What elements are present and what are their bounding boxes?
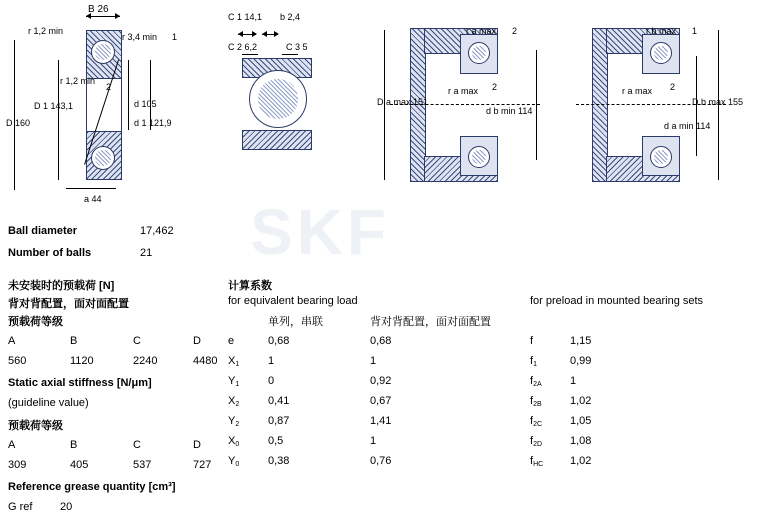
factor-sym: X <box>228 395 236 407</box>
stiffness-class-heading: 预载荷等级 <box>8 420 63 432</box>
factors-col2-heading: 背对背配置，面对面配置 <box>370 316 491 328</box>
label-C3: C 3 5 <box>286 42 308 52</box>
factor-sym: Y <box>228 415 236 427</box>
label-Dbmax: D b max 155 <box>692 97 744 107</box>
number-of-balls-value: 21 <box>140 247 153 259</box>
stiffness-value-A: 309 <box>8 459 27 471</box>
dim-C3-line <box>282 54 298 55</box>
factor-sub: 1 <box>235 361 240 368</box>
stiffness-class-D: D <box>193 439 201 451</box>
grease-value: 20 <box>60 501 73 513</box>
label-a: a 44 <box>84 194 102 204</box>
diagram-center-section <box>222 0 352 205</box>
preload-value-A: 560 <box>8 355 27 367</box>
label-damin: d a min 114 <box>664 121 711 131</box>
ball-center <box>249 70 307 128</box>
factor-row-2-c2: 0,92 <box>370 375 392 387</box>
number-of-balls-label: Number of balls <box>8 247 92 259</box>
preload-heading: 未安装时的预载荷 [N] <box>8 280 115 292</box>
preload-class-A: A <box>8 335 16 347</box>
preload-set-sym: f <box>530 355 534 367</box>
factor-sub: 1 <box>235 381 240 388</box>
factor-row-4-c2: 1,41 <box>370 415 392 427</box>
preload-set-row-2-sym <box>530 375 542 388</box>
ball-bottom-1 <box>468 146 490 168</box>
preload-set-sym: f <box>530 435 534 447</box>
factor-row-6-c2: 0,76 <box>370 455 392 467</box>
label-B: B 26 <box>88 4 109 15</box>
factors-col1-heading: 单列，串联 <box>268 316 323 328</box>
stiffness-class-A: A <box>8 439 16 451</box>
preload-set-sub: HC <box>533 461 544 468</box>
preload-set-row-2-value: 1 <box>570 375 577 387</box>
factor-sub: 0 <box>235 461 240 468</box>
label-ramax-2-value: 2 <box>492 82 498 92</box>
preload-set-row-1-value: 0,99 <box>570 355 592 367</box>
preload-value-C: 2240 <box>133 355 158 367</box>
label-dbmin: d b min 114 <box>486 106 533 116</box>
factor-row-1-c1: 1 <box>268 355 275 367</box>
dim-D1-line <box>58 60 59 180</box>
factors-subheading: for equivalent bearing load <box>228 295 358 307</box>
label-r34min-value: 1 <box>172 32 178 42</box>
preload-set-sub: 1 <box>533 361 537 368</box>
factor-row-6-c1: 0,38 <box>268 455 290 467</box>
dim-dbmin-line <box>536 50 537 160</box>
stiffness-value-D: 727 <box>193 459 212 471</box>
factor-sub: 0 <box>235 441 240 448</box>
label-Damax: D a max 151 <box>377 97 429 107</box>
label-d: d 105 <box>134 99 157 109</box>
preload-value-B: 1120 <box>70 355 94 367</box>
diagram-right-section-2 <box>570 0 766 205</box>
label-ramax-1-value: 2 <box>512 26 518 36</box>
label-ramax-3-value: 2 <box>670 82 676 92</box>
factor-sym: X <box>228 355 236 367</box>
preload-set-sym: f <box>530 335 534 347</box>
label-ramax-2: r a max <box>448 86 479 96</box>
diagram-right-section-1 <box>370 0 560 205</box>
preload-class-D: D <box>193 335 201 347</box>
factor-row-2-c1: 0 <box>268 375 275 387</box>
preload-set-row-5-value: 1,08 <box>570 435 592 447</box>
preload-set-row-1-sym <box>530 355 537 368</box>
preload-set-sub: 2A <box>533 381 542 388</box>
preload-set-row-4-value: 1,05 <box>570 415 592 427</box>
stiffness-class-C: C <box>133 439 141 451</box>
label-d1: d 1 121,9 <box>134 118 172 128</box>
ball-diameter-value: 17,462 <box>140 225 174 237</box>
label-rbmax: r b max <box>646 26 677 36</box>
factor-row-0-sym <box>228 335 234 348</box>
preload-set-row-6-sym <box>530 455 543 468</box>
preload-set-sub: 2C <box>533 421 543 428</box>
preload-set-sym: f <box>530 415 534 427</box>
factor-row-0-c2: 0,68 <box>370 335 392 347</box>
dim-b-arrow-r <box>274 31 279 37</box>
diagram-area <box>0 0 766 205</box>
label-C1: C 1 14,1 <box>228 12 263 22</box>
factor-row-5-sym <box>228 435 239 448</box>
preload-set-sub: 2B <box>533 401 542 408</box>
factors-heading: 计算系数 <box>228 280 272 292</box>
factor-row-3-c1: 0,41 <box>268 395 290 407</box>
label-rbmax-value: 1 <box>692 26 698 36</box>
preload-class-heading: 预载荷等级 <box>8 316 63 328</box>
ball-diameter-label: Ball diameter <box>8 225 78 237</box>
factor-sub: 2 <box>235 401 240 408</box>
preload-class-B: B <box>70 335 78 347</box>
factor-row-0-c1: 0,68 <box>268 335 290 347</box>
factor-row-2-sym <box>228 375 239 388</box>
preload-set-row-0-sym <box>530 335 533 348</box>
preload-set-sym: f <box>530 395 534 407</box>
ball-top-2 <box>650 42 672 64</box>
label-r12min-top: r 1,2 min <box>28 26 64 36</box>
preload-value-D: 4480 <box>193 355 218 367</box>
label-r34min: r 3,4 min <box>122 32 158 42</box>
stiffness-value-B: 405 <box>70 459 89 471</box>
label-D: D 160 <box>6 118 31 128</box>
preload-set-sym: f <box>530 375 534 387</box>
factor-sym: X <box>228 435 236 447</box>
chamfer-block-bottom <box>242 130 312 150</box>
factor-sym: Y <box>228 375 236 387</box>
preload-set-sym: f <box>530 455 534 467</box>
factor-row-4-c1: 0,87 <box>268 415 290 427</box>
stiffness-heading: Static axial stiffness [N/μm] <box>8 377 152 389</box>
dim-C1-arrow-l <box>238 31 243 37</box>
factor-row-5-c2: 1 <box>370 435 377 447</box>
label-r12min-value: 2 <box>106 82 112 92</box>
preload-set-sub: 2D <box>533 441 543 448</box>
preload-set-row-3-sym <box>530 395 542 408</box>
preload-arrangement: 背对背配置，面对面配置 <box>8 298 129 310</box>
ball-bottom-2 <box>650 146 672 168</box>
factor-row-3-c2: 0,67 <box>370 395 392 407</box>
preload-set-row-6-value: 1,02 <box>570 455 592 467</box>
dim-D-line <box>14 40 15 190</box>
label-C2: C 2 6,2 <box>228 42 258 52</box>
label-ramax-1: r a max <box>466 26 497 36</box>
dim-d-line <box>128 60 129 130</box>
dim-a-line <box>66 188 116 189</box>
grease-heading: Reference grease quantity [cm³] <box>8 481 176 493</box>
factor-row-5-c1: 0,5 <box>268 435 284 447</box>
stiffness-class-B: B <box>70 439 78 451</box>
preload-class-C: C <box>133 335 141 347</box>
dim-b-arrow-l <box>262 31 267 37</box>
preload-sets-heading: for preload in mounted bearing sets <box>530 295 704 307</box>
diagram-left-section <box>0 0 190 205</box>
factor-sub: 2 <box>235 421 240 428</box>
factor-sym: e <box>228 335 235 347</box>
factor-sym: Y <box>228 455 236 467</box>
label-b: b 2,4 <box>280 12 301 22</box>
preload-set-row-3-value: 1,02 <box>570 395 592 407</box>
ball-top-1 <box>468 42 490 64</box>
dim-B-arrow-right <box>115 13 120 19</box>
factor-row-1-c2: 1 <box>370 355 377 367</box>
stiffness-note: (guideline value) <box>8 397 89 409</box>
factor-row-1-sym <box>228 355 239 368</box>
dim-C2-line <box>242 54 258 55</box>
factor-row-4-sym <box>228 415 239 428</box>
label-r12min-mid: r 1,2 min <box>60 76 96 86</box>
factor-row-6-sym <box>228 455 239 468</box>
preload-set-row-5-sym <box>530 435 542 448</box>
preload-set-row-0-value: 1,15 <box>570 335 592 347</box>
preload-set-row-4-sym <box>530 415 542 428</box>
label-D1: D 1 143,1 <box>34 101 74 111</box>
ball-upper <box>91 40 115 64</box>
dim-C1-arrow-r <box>252 31 257 37</box>
grease-symbol: G ref <box>8 501 33 513</box>
watermark: SKF <box>250 196 390 268</box>
label-ramax-3: r a max <box>622 86 653 96</box>
ball-lower <box>91 146 115 170</box>
factor-row-3-sym <box>228 395 239 408</box>
stiffness-value-C: 537 <box>133 459 152 471</box>
